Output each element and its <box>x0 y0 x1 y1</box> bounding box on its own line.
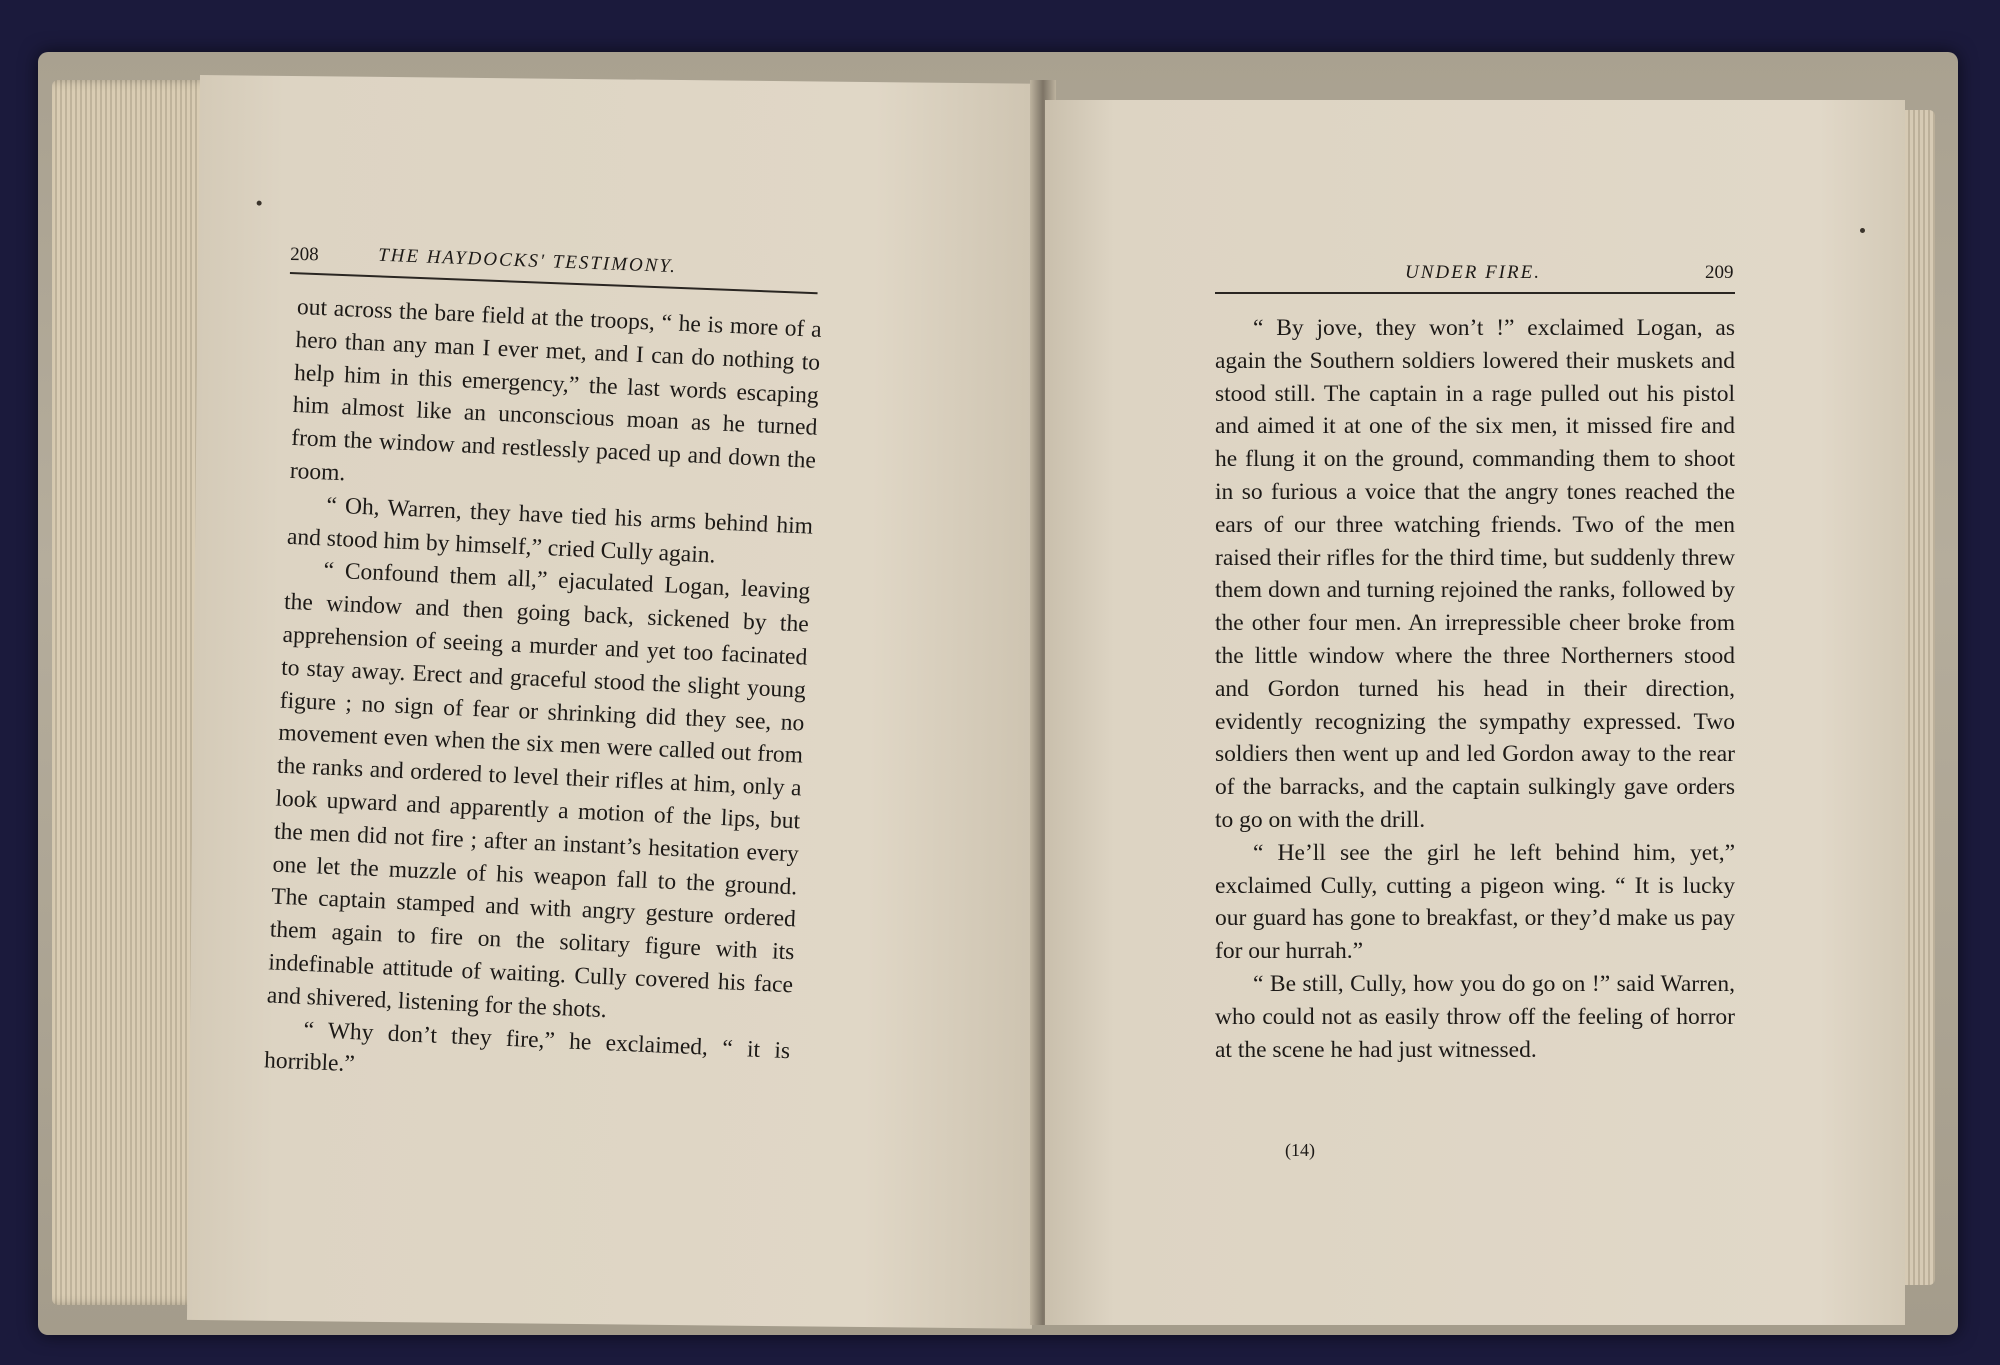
right-head-rule <box>1215 292 1735 294</box>
left-text-block <box>263 291 822 1100</box>
right-running-title: UNDER FIRE. <box>1405 262 1541 283</box>
right-page <box>1045 100 1905 1325</box>
right-page-number: 209 <box>1705 262 1734 283</box>
page-speck <box>257 201 262 206</box>
page-speck <box>1860 228 1865 233</box>
left-running-title: THE HAYDOCKS' TESTIMONY. <box>377 244 678 278</box>
left-paragraph-1: out across the bare field at the troops, “ he is more of a hero than any man I ever met, and I can do nothing to help him in this emergency,” the last words escaping him almost like an unconscious moan as he turned from the window and restlessly paced up and down the room. <box>289 294 823 487</box>
left-head-rule <box>290 272 818 294</box>
right-text-block <box>1215 312 1735 1066</box>
right-paragraph-3: “ Be still, Cully, how you do go on !” said Warren, who could not as easily throw off the feeling of horror at the scene he had just witnessed. <box>1215 970 1735 1063</box>
left-paragraph-3: “ Confound them all,” ejaculated Logan, leaving the window and then going back, sickened by the apprehension of seeing a murder and yet too facinated to stay away. Erect and graceful stood the slight young figure ; no sign of fear or shrinking did they see, no movement even when the six men were called out from the ranks and ordered to level their rifles at him, only a look upward and apparently a motion of the lips, but the men did not fire ; after an instant’s hesitation every one let the muzzle of his weapon fall to the ground. The captain stamped and with angry gesture ordered them again to fire on the solitary figure with its indefinable attitude of waiting. Cully covered his face and shivered, listening for the shots. <box>266 557 811 1023</box>
left-paragraph-2: “ Oh, Warren, they have tied his arms behind him and stood him by himself,” cried Cully again. <box>286 492 814 569</box>
signature-mark: (14) <box>1285 1140 1315 1160</box>
left-page <box>187 75 1045 1329</box>
right-paragraph-1: “ By jove, they won’t !” exclaimed Logan, as again the Southern soldiers lowered their muskets and stood still. The captain in a rage pulled out his pistol and aimed it at one of the six men, it missed fire and he flung it on the ground, commanding them to shoot in so furious a voice that the angry tones reached the ears of our three watching friends. Two of the men raised their rifles for the third time, but suddenly threw them down and turning rejoined the ranks, followed by the other four men. An irrepressible cheer broke from the little window where the three Northerners stood and Gordon turned his head in their direction, evidently recognizing the sympathy expressed. Two soldiers then went up and led Gordon away to the rear of the barracks, and the captain sulkingly gave orders to go on with the drill. <box>1215 315 1735 833</box>
left-paragraph-4: “ Why don’t they fire,” he exclaimed, “ it is horrible.” <box>263 1016 791 1078</box>
left-page-number: 208 <box>290 243 319 266</box>
right-paragraph-2: “ He’ll see the girl he left behind him, yet,” exclaimed Cully, cutting a pigeon wing. “ It is lucky our guard has gone to breakfast, or they’d make us pay for our hurrah.” <box>1215 839 1735 965</box>
